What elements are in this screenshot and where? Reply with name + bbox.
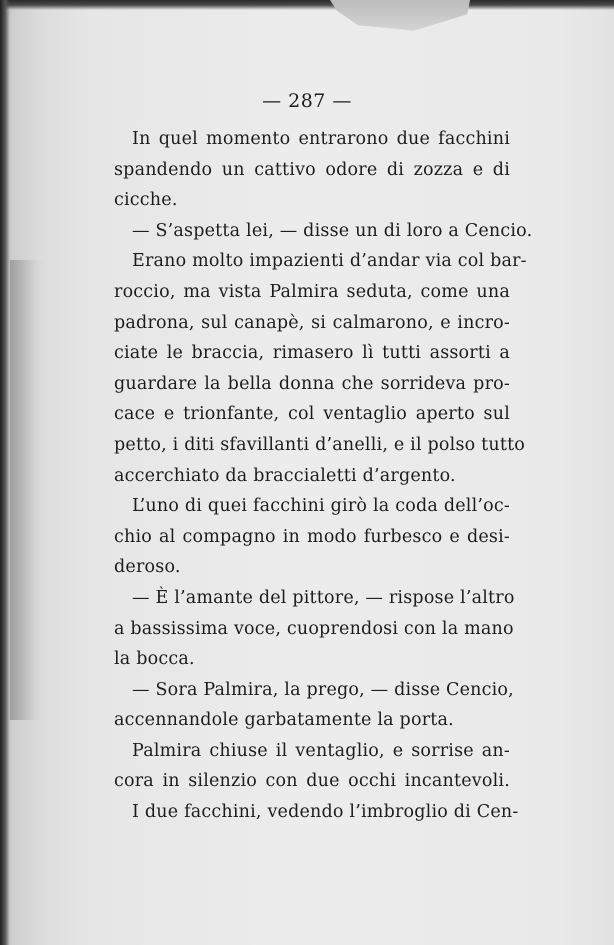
text-line: — È l’amante del pittore, — rispose l’altro	[132, 587, 515, 608]
text-line: la bocca.	[114, 649, 195, 670]
text-line: Palmira chiuse il ventaglio, e sorrise an-	[132, 740, 510, 761]
text-line: spandendo un cattivo odore di zozza e di	[114, 159, 510, 180]
paper-tear	[330, 0, 470, 36]
text-line: L’uno di quei facchini girò la coda dell’oc-	[132, 496, 510, 517]
page-top-edge	[0, 0, 614, 10]
paper-stain	[10, 260, 46, 720]
text-line: deroso.	[114, 557, 181, 578]
body-text	[114, 124, 533, 828]
text-line: Erano molto impazienti d’andar via col bar-	[132, 251, 527, 272]
text-line: I due facchini, vedendo l’imbroglio di Cen-	[132, 802, 519, 823]
text-line: guardare la bella donna che sorrideva pro-	[114, 373, 510, 394]
text-line: — S’aspetta lei, — disse un di loro a Cencio.	[132, 220, 533, 241]
text-line: cora in silenzio con due occhi incantevoli.	[114, 771, 510, 792]
text-line: accennandole garbatamente la porta.	[114, 710, 454, 731]
text-line: In quel momento entrarono due facchini	[132, 129, 510, 149]
text-line: chio al compagno in modo furbesco e desi-	[114, 526, 510, 547]
text-line: petto, i diti sfavillanti d’anelli, e il polso tutto	[114, 434, 526, 455]
page-binding-edge	[0, 0, 10, 945]
page-number: — 287 —	[262, 90, 352, 112]
text-line: cace e trionfante, col ventaglio aperto sul	[114, 404, 510, 425]
text-line: a bassissima voce, cuoprendosi con la mano	[114, 618, 514, 639]
text-line: cicche.	[114, 190, 178, 211]
text-line: accerchiato da braccialetti d’argento.	[114, 465, 456, 486]
text-line: padrona, sul canapè, si calmarono, e incro-	[114, 312, 510, 333]
text-line: ciate le braccia, rimasero lì tutti assorti a	[114, 343, 510, 364]
text-line: roccio, ma vista Palmira seduta, come una	[114, 281, 510, 302]
text-line: — Sora Palmira, la prego, — disse Cencio,	[132, 679, 514, 700]
